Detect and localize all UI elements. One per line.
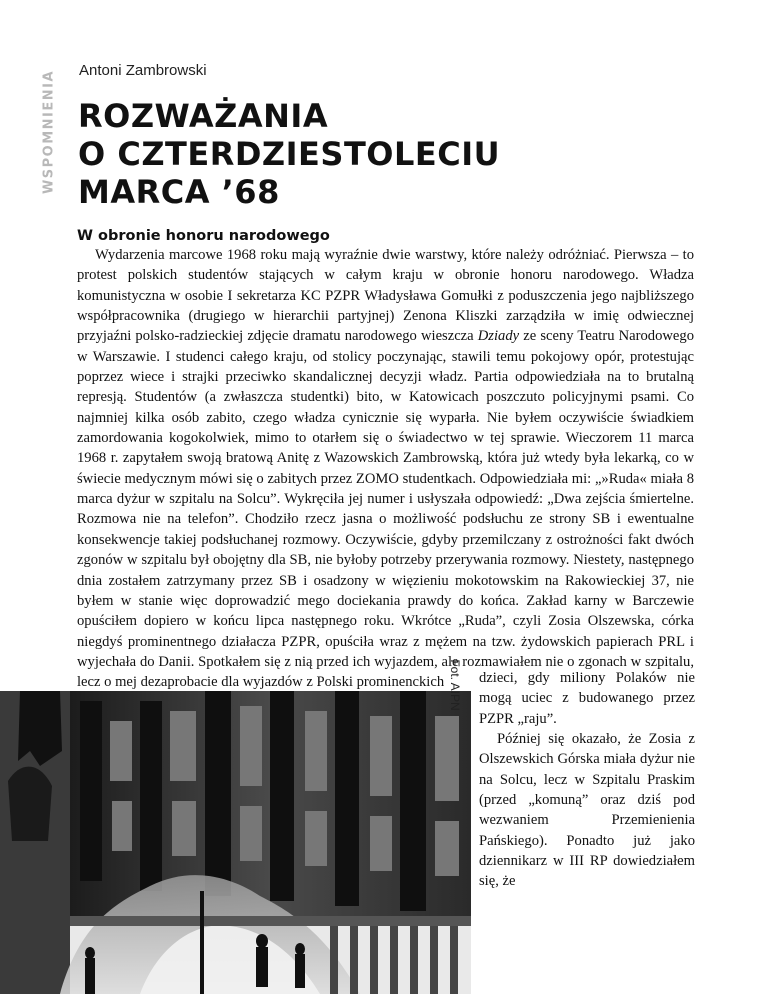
title-line-2: O CZTERDZIESTOLECIU bbox=[78, 135, 501, 173]
side-column-text bbox=[479, 668, 695, 892]
article-body bbox=[77, 245, 694, 693]
author-name: Antoni Zambrowski bbox=[79, 62, 207, 79]
section-subheading: W obronie honoru narodowego bbox=[77, 228, 330, 244]
photo-credit bbox=[444, 640, 466, 730]
article-title bbox=[78, 97, 500, 211]
title-line-1: ROZWAŻANIA bbox=[78, 97, 329, 135]
play-title-italic: Dziady bbox=[477, 328, 520, 345]
section-label bbox=[34, 62, 64, 202]
photo-credit-text: Fot. AIPN bbox=[448, 659, 462, 711]
paragraph-2: Później się okazało, że Zosia z Olszewskich Górska miała dyżur nie na Solcu, lecz w Szpitalu Praskim (przed „komuną” oraz dziś pod wezwaniem Przemienienia Pańskiego). Ponadto już jako dziennikarz w III RP dowiedziałem się, że bbox=[479, 731, 695, 890]
title-line-3: MARCA ’68 bbox=[78, 173, 280, 211]
paragraph-1 bbox=[77, 245, 694, 693]
section-label-text: WSPOMNIENIA bbox=[41, 69, 57, 195]
paragraph-1-continuation: dzieci, gdy miliony Polaków nie mogą uciec z budowanego przez PZPR „raju”. bbox=[479, 670, 695, 727]
protest-photo bbox=[0, 691, 471, 994]
protest-photo-image bbox=[0, 691, 471, 994]
paragraph-1-part-a: Wydarzenia marcowe 1968 roku mają wyraźnie dwie warstwy, które należy odróżniać. Pierwsza – to protest polskich studentów stających w całym kraju w obronie honoru narodowego. Władza komunistyczna w osobie I sekretarza KC PZPR Władysława Gomułki z poduszczenia jego najbliższego współpracownika (drugiego w hierarchii partyjnej) Zenona Kliszki zarządziła w imię odwiecznej przyjaźni polsko-radzieckiej zdjęcie dramatu narodowego wieszcza bbox=[77, 247, 694, 345]
paragraph-1-part-b: ze sceny Teatru Narodowego w Warszawie. I studenci całego kraju, od stolicy poczynając, stawili temu pokojowy opór, protestując poprzez wiece i strajki przeciwko skandalicznej decyzji władz. Partia odpowiedziała na to brutalną represją. Studentów (a zwłaszcza studentki) bito, w Katowicach poszczuto policyjnymi psami. Co najmniej kilka osób zabito, czego władza cynicznie się wyparła. Nie byłem oczywiście świadkiem zamordowania kogokolwiek, mimo to otarłem się o świadectwo w tej sprawie. Wieczorem 11 marca 1968 r. zapytałem swoją bratową Anitę z Wazowskich Zambrowską, która już wtedy była lekarką, co w świecie medycznym mówi się o zabitych przez ZOMO studentkach. Odpowiedziała mi: „»Ruda« miała 8 marca dyżur w szpitalu na Solcu”. Wykręciła jej numer i usłyszała odpowiedź: „Dwa zejścia śmiertelne. Rozmowa nie na telefon”. Chodziło rzecz jasna o możliwość podsłuchu ze strony SB i ewentualne konsekwencje takiej podsłuchanej rozmowy. Oczywiście, gdyby przemilczany z ostrożności fakt dwóch zgonów w szpitalu był obojętny dla SB, nie byłoby potrzeby przerywania rozmowy. Niestety, następnego dnia zostałem zatrzymany przez SB i osadzony w więzieniu mokotowskim na Rakowieckiej 37, nie byłem w stanie więc doprowadzić mego dociekania prawdy do końca. Zakład karny w Barczewie opuściłem dopiero w końcu lipca następnego roku. Wkrótce „Ruda”, czyli Zosia Olszewska, córka niegdyś prominentnego działacza PZPR, opuściła wraz z mężem na tzw. żydowskich papierach PRL i wyjechała do Danii. Spotkałem się z nią przed ich wyjazdem, ale rozmawiałem nie o zgonach w szpitalu, lecz o mej dezaprobacie dla wyjazdów z Polski prominenckich bbox=[77, 328, 694, 691]
